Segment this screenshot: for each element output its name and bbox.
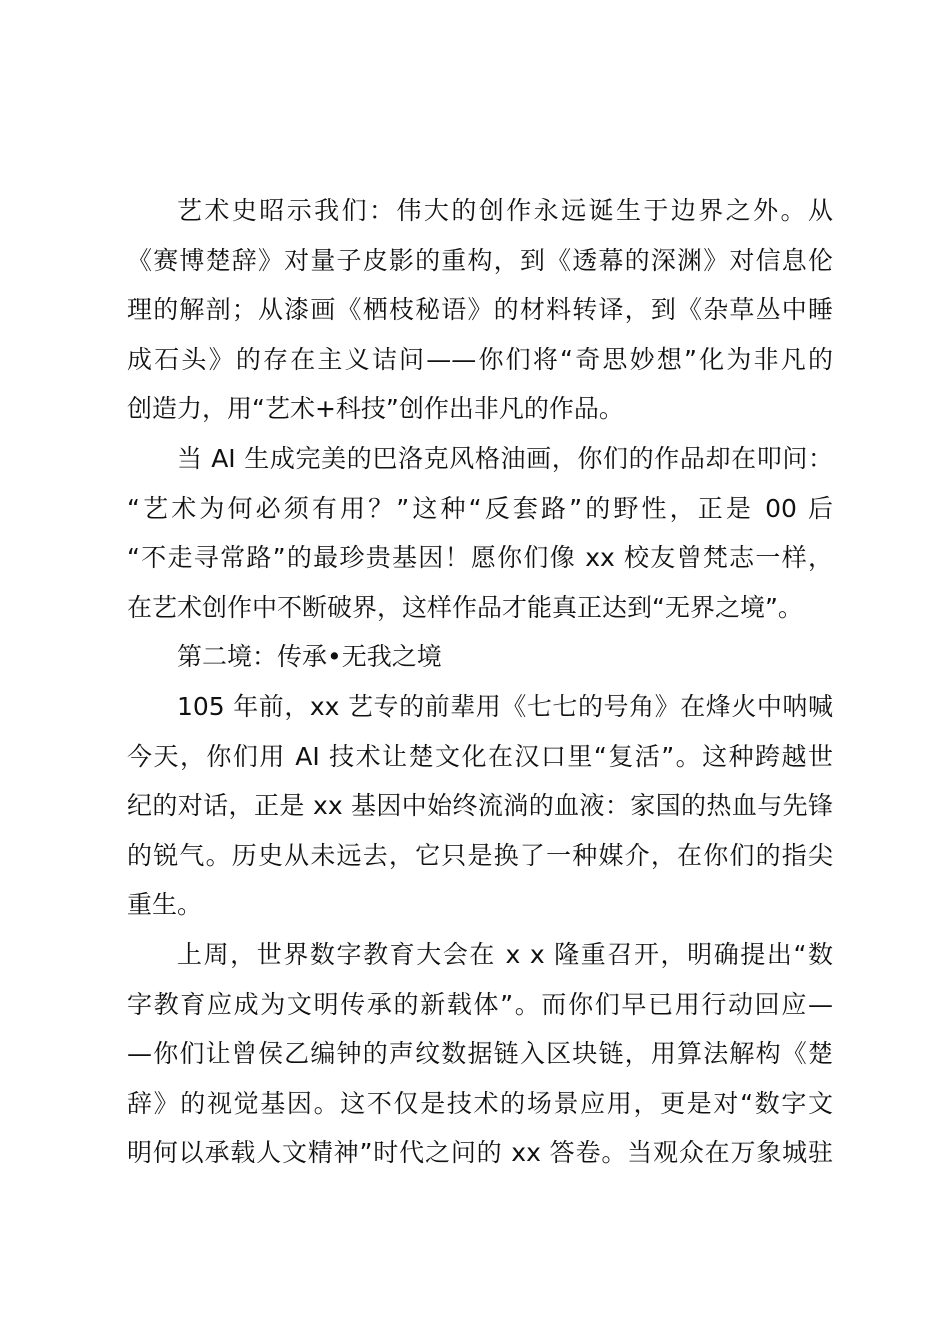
text-line: 辞》的视觉基因。这不仅是技术的场景应用，更是对“数字文 <box>127 1088 833 1118</box>
text-line: 《赛博楚辞》对量子皮影的重构，到《透幕的深渊》对信息伦 <box>127 245 833 275</box>
text-line: 理的解剖；从漆画《栖枝秘语》的材料转译，到《杂草丛中睡 <box>127 295 833 325</box>
text-line: 艺术史昭示我们：伟大的创作永远诞生于边界之外。从 <box>177 196 833 225</box>
text-line: 重生。 <box>127 890 203 920</box>
text-line: 当 AI 生成完美的巴洛克风格油画，你们的作品却在叩问： <box>177 443 833 473</box>
text-line: 在艺术创作中不断破界，这样作品才能真正达到“无界之境”。 <box>127 592 803 622</box>
document-body <box>127 186 833 1178</box>
text-line: 明何以承载人文精神”时代之问的 xx 答卷。当观众在万象城驻 <box>127 1138 833 1168</box>
text-line: 今天，你们用 AI 技术让楚文化在汉口里“复活”。这种跨越世 <box>127 741 833 771</box>
text-line: 字教育应成为文明传承的新载体”。而你们早已用行动回应— <box>127 989 833 1019</box>
text-line: 105 年前，xx 艺专的前辈用《七七的号角》在烽火中呐喊 <box>177 691 833 721</box>
text-line: —你们让曾侯乙编钟的声纹数据链入区块链，用算法解构《楚 <box>127 1039 833 1069</box>
text-line: 创造力，用“艺术+科技”创作出非凡的作品。 <box>127 394 624 424</box>
text-line: “艺术为何必须有用？”这种“反套路”的野性，正是 00 后 <box>127 493 833 523</box>
text-line: 上周，世界数字教育大会在 x x 隆重召开，明确提出“数 <box>177 939 833 969</box>
section-heading: 第二境：传承•无我之境 <box>177 642 442 672</box>
text-line: 的锐气。历史从未远去，它只是换了一种媒介，在你们的指尖 <box>127 840 833 870</box>
text-line: 纪的对话，正是 xx 基因中始终流淌的血液：家国的热血与先锋 <box>127 791 833 821</box>
text-line: “不走寻常路”的最珍贵基因！愿你们像 xx 校友曾梵志一样， <box>127 543 833 573</box>
text-line: 成石头》的存在主义诘问——你们将“奇思妙想”化为非凡的 <box>127 344 833 374</box>
